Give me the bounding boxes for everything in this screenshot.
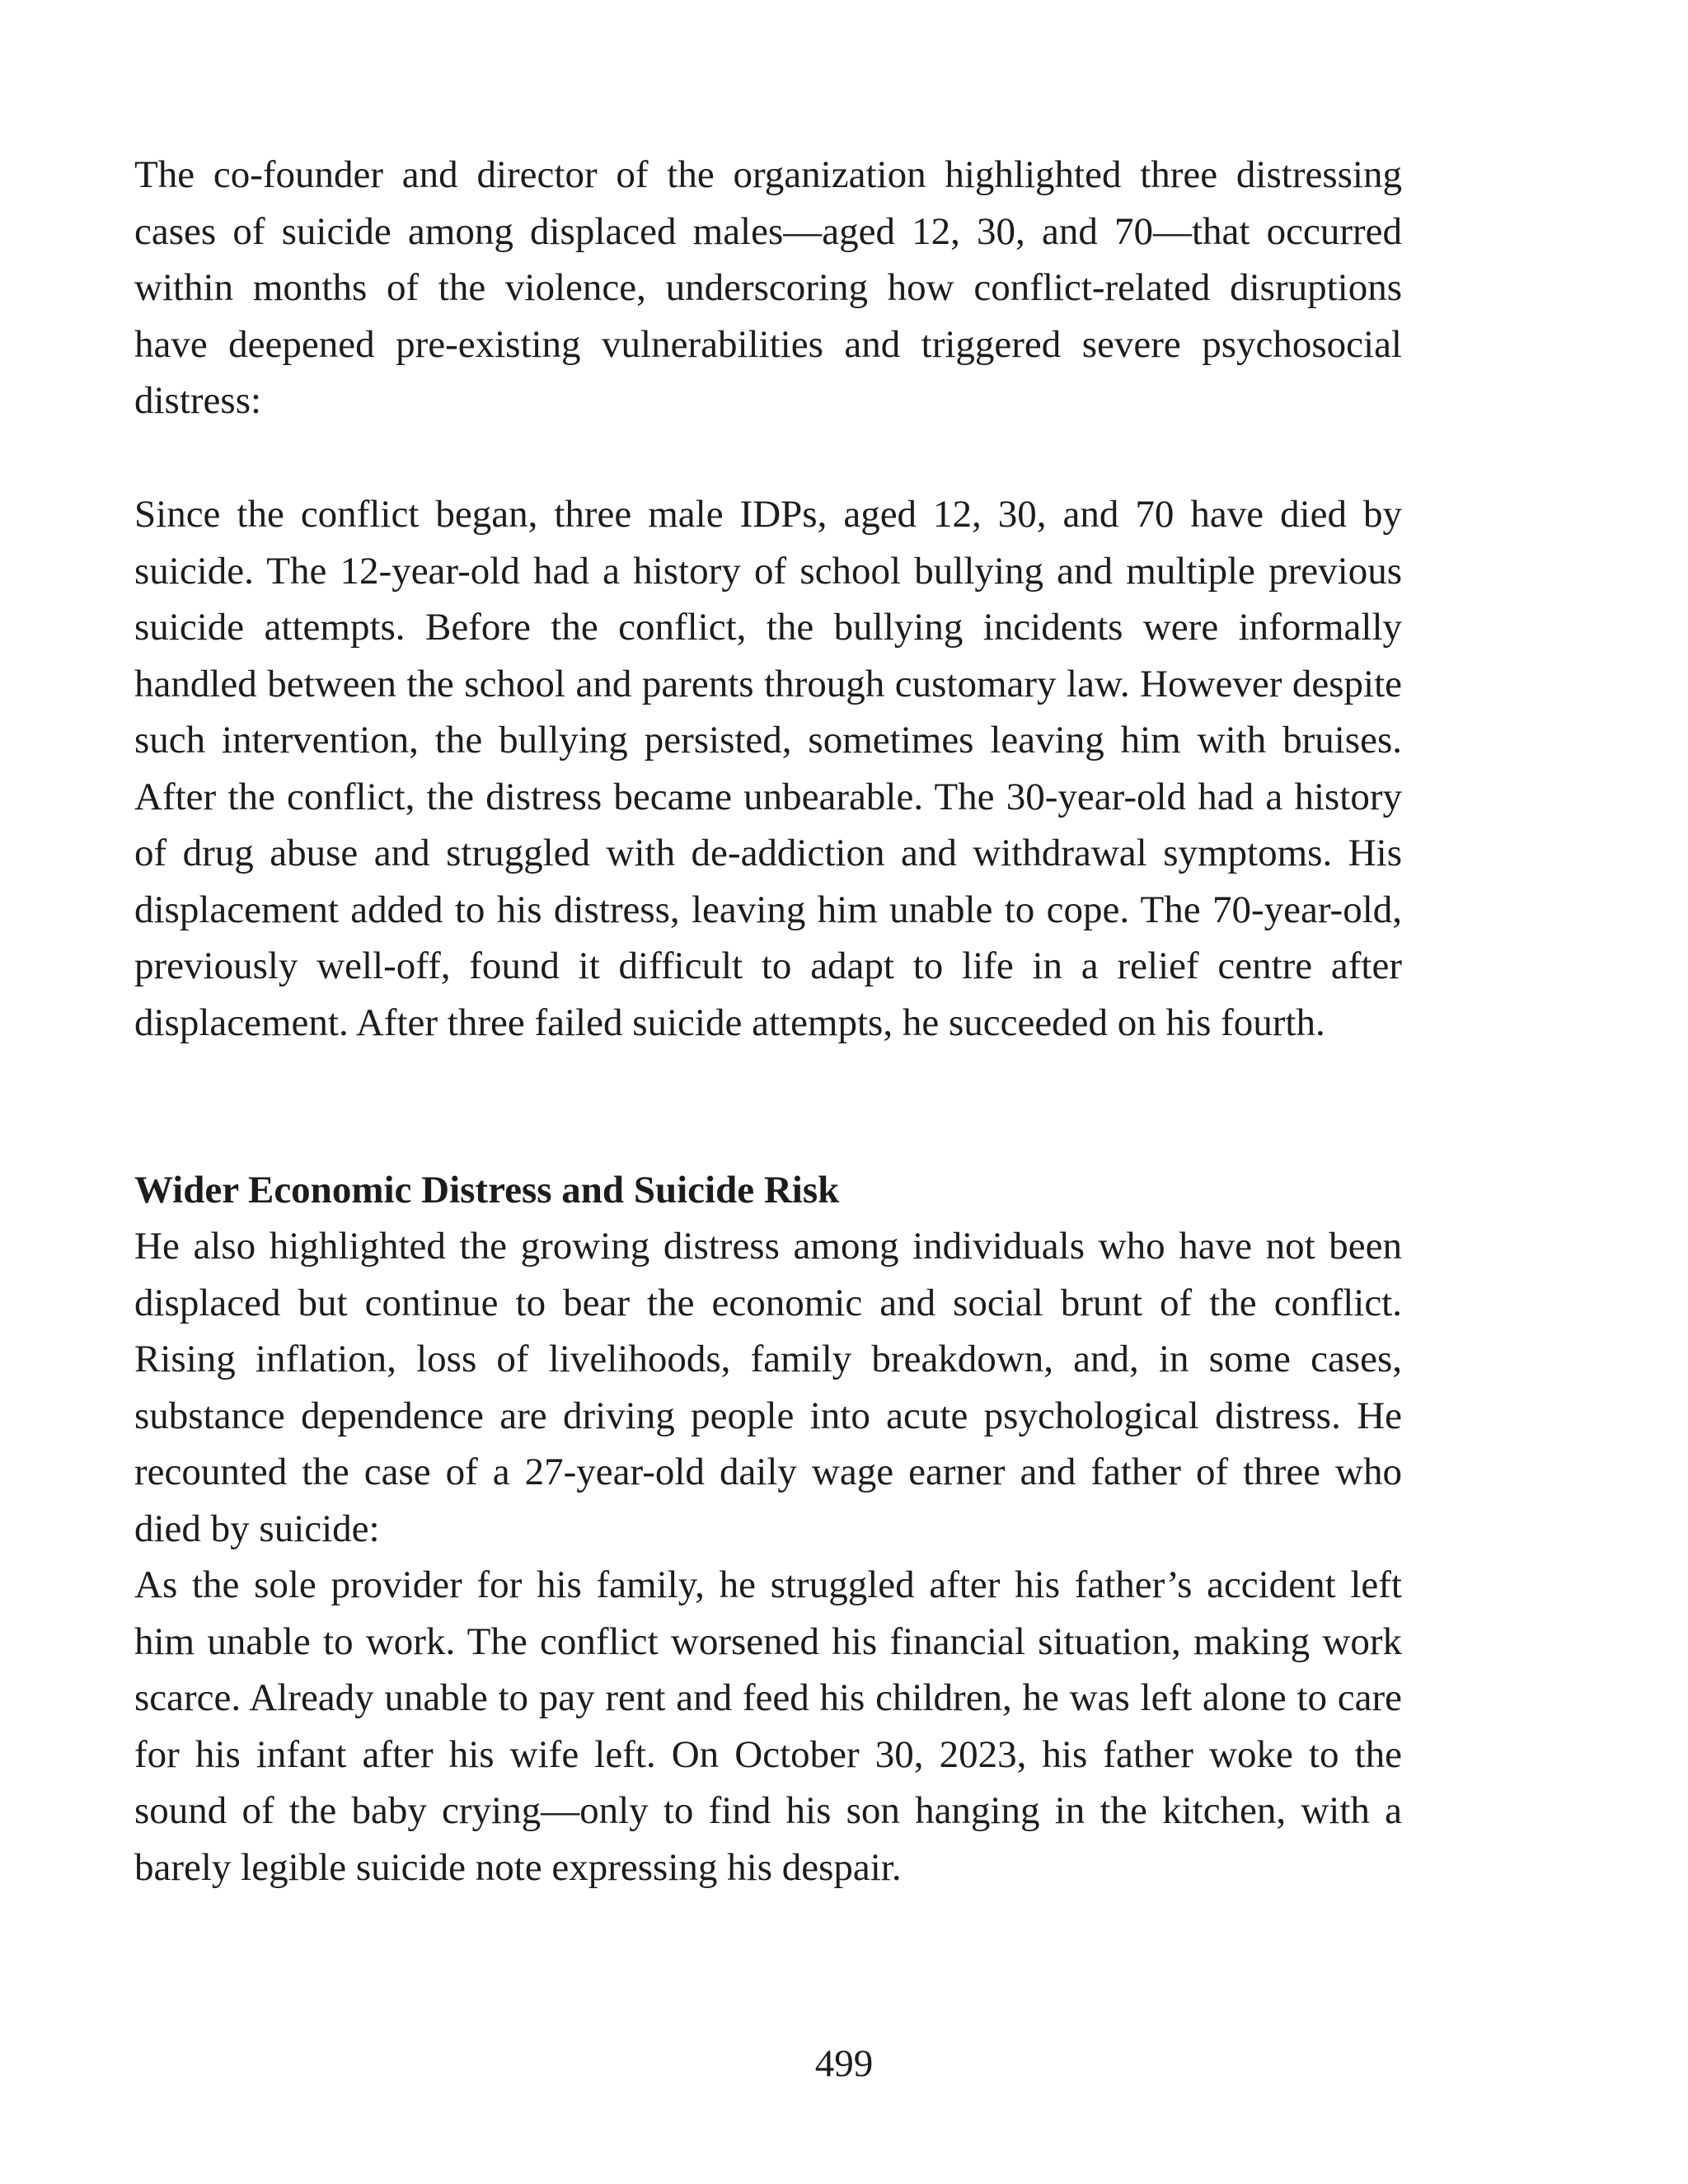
body-text-block-3: [134, 1218, 1402, 1896]
paragraph-intro: The co-founder and director of the organization highlighted three distressing cases of suicide among displaced males—aged 12, 30, and 70—that occurred within months of the violence, underscoring how conflict-related disruptions have deepened pre-existing vulnerabilities and triggered severe psychosocial distress:: [134, 153, 1402, 422]
paragraph-economic: He also highlighted the growing distress among individuals who have not been displaced but continue to bear the economic and social brunt of the conflict. Rising inflation, loss of livelihoods, family breakdown, and, in some cases, substance dependence are driving people into acute psychological distress. He recounted the case of a 27-year-old daily wage earner and father of three who died by suicide:: [134, 1225, 1402, 1550]
paragraph-quote-case-27: As the sole provider for his family, he struggled after his father’s accident left him unable to work. The conflict worsened his financial situation, making work scarce. Already unable to pay rent and feed his children, he was left alone to care for his infant after his wife left. On October 30, 2023, his father woke to the sound of the baby crying—only to find his son hanging in the kitchen, with a barely legible suicide note expressing his despair.: [134, 1563, 1402, 1889]
body-text-block-2: [134, 486, 1402, 1051]
section-heading: Wider Economic Distress and Suicide Risk: [134, 1169, 840, 1212]
body-text-block-1: [134, 147, 1402, 429]
paragraph-quote-cases: Since the conflict began, three male IDPs, aged 12, 30, and 70 have died by suicide. The 12-year-old had a history of school bullying and multiple previous suicide attempts. Before the conflict, the bullying incidents were informally handled between the school and parents through customary law. However despite such intervention, the bullying persisted, sometimes leaving him with bruises. After the conflict, the distress became unbearable. The 30-year-old had a history of drug abuse and struggled with de-addiction and withdrawal symptoms. His displacement added to his distress, leaving him unable to cope. The 70-year-old, previously well-off, found it difficult to adapt to life in a relief centre after displacement. After three failed suicide attempts, he succeeded on his fourth.: [134, 493, 1402, 1044]
page-number: 499: [814, 2042, 874, 2085]
